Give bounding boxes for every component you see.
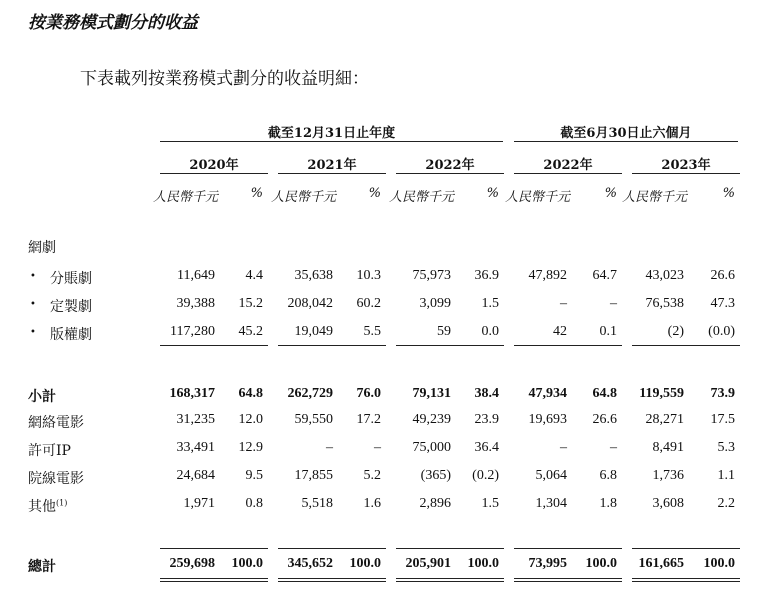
pct-cell: 60.2 <box>356 296 381 311</box>
pct-cell: 64.8 <box>238 386 263 401</box>
pct-cell: 0.1 <box>599 324 617 339</box>
amount-cell: 117,280 <box>170 324 215 339</box>
amount-cell: 43,023 <box>645 268 684 283</box>
amount-cell: 19,693 <box>528 412 567 427</box>
pct-cell: 64.7 <box>592 268 617 283</box>
pct-cell: 1.1 <box>717 468 735 483</box>
unit-rmb-label: 人民幣千元 <box>505 190 571 205</box>
pct-cell: 5.2 <box>363 468 381 483</box>
pct-cell: 23.9 <box>474 412 499 427</box>
amount-cell: 5,064 <box>535 468 567 483</box>
year-header: 2023年 <box>661 158 711 173</box>
row-label: 小計 <box>28 389 56 405</box>
row-label: 網絡電影 <box>28 415 84 431</box>
unit-rmb-label: 人民幣千元 <box>153 190 219 205</box>
total-double-line <box>160 578 268 582</box>
pct-cell: 0.0 <box>481 324 499 339</box>
amount-cell: 1,971 <box>183 496 215 511</box>
pct-cell: 76.0 <box>356 386 381 401</box>
amount-cell: 5,518 <box>301 496 333 511</box>
bullet-icon: • <box>30 327 36 338</box>
row-label: 分賬劇 <box>50 271 92 287</box>
footnote-marker: (1) <box>56 498 68 508</box>
unit-pct-label: % <box>486 186 499 201</box>
amount-cell: 259,698 <box>169 556 215 571</box>
unit-pct-label: % <box>604 186 617 201</box>
amount-cell: 47,934 <box>528 386 567 401</box>
row-label: 總計 <box>28 559 56 575</box>
total-top-line <box>514 548 622 549</box>
total-top-line <box>278 548 386 549</box>
amount-cell: 262,729 <box>287 386 333 401</box>
amount-cell: 59 <box>437 324 451 339</box>
pct-cell: 36.9 <box>474 268 499 283</box>
subtotal-line <box>160 345 268 346</box>
pct-cell: 26.6 <box>592 412 617 427</box>
pct-cell: 1.8 <box>599 496 617 511</box>
total-double-line <box>514 578 622 582</box>
pct-cell: 100.0 <box>231 556 263 571</box>
amount-cell: 208,042 <box>287 296 333 311</box>
amount-cell: 33,491 <box>176 440 215 455</box>
amount-cell: 76,538 <box>645 296 684 311</box>
amount-cell: (2) <box>667 324 684 339</box>
total-double-line <box>396 578 504 582</box>
subtotal-line <box>514 345 622 346</box>
pct-cell: 15.2 <box>238 296 263 311</box>
total-double-line <box>632 578 740 582</box>
amount-cell: 161,665 <box>638 556 684 571</box>
row-label: 許可IP <box>28 443 71 459</box>
pct-cell: 64.8 <box>592 386 617 401</box>
row-label: 其他$^{(1)}$ <box>28 498 68 515</box>
amount-cell: 49,239 <box>412 412 451 427</box>
amount-cell: 3,608 <box>652 496 684 511</box>
pct-cell: 5.5 <box>363 324 381 339</box>
pct-cell: 100.0 <box>703 556 735 571</box>
unit-pct-label: % <box>250 186 263 201</box>
group-header-interim: 截至6月30日止六個月 <box>560 126 692 141</box>
total-top-line <box>160 548 268 549</box>
pct-cell: 100.0 <box>585 556 617 571</box>
amount-cell: 119,559 <box>639 386 684 401</box>
pct-cell: – <box>610 296 617 311</box>
pct-cell: 2.2 <box>717 496 735 511</box>
amount-cell: 75,000 <box>412 440 451 455</box>
group-underline-interim <box>514 141 738 142</box>
amount-cell: 59,550 <box>294 412 333 427</box>
pct-cell: 17.5 <box>710 412 735 427</box>
total-top-line <box>632 548 740 549</box>
unit-rmb-label: 人民幣千元 <box>389 190 455 205</box>
amount-cell: 8,491 <box>652 440 684 455</box>
section-title: 按業務模式劃分的收益 <box>28 13 198 33</box>
amount-cell: 19,049 <box>294 324 333 339</box>
year-underline <box>396 173 504 174</box>
amount-cell: 28,271 <box>645 412 684 427</box>
total-double-line <box>278 578 386 582</box>
pct-cell: 100.0 <box>467 556 499 571</box>
year-header: 2020年 <box>189 158 239 173</box>
amount-cell: 2,896 <box>419 496 451 511</box>
subtotal-line <box>396 345 504 346</box>
pct-cell: 9.5 <box>245 468 263 483</box>
total-top-line <box>396 548 504 549</box>
row-label: 院線電影 <box>28 471 84 487</box>
subtotal-line <box>632 345 740 346</box>
amount-cell: 1,736 <box>652 468 684 483</box>
amount-cell: 35,638 <box>294 268 333 283</box>
year-header: 2022年 <box>425 158 475 173</box>
bullet-icon: • <box>30 271 36 282</box>
amount-cell: 168,317 <box>169 386 215 401</box>
pct-cell: 100.0 <box>349 556 381 571</box>
amount-cell: 39,388 <box>176 296 215 311</box>
year-underline <box>160 173 268 174</box>
row-label: 版權劇 <box>50 327 92 343</box>
amount-cell: 1,304 <box>535 496 567 511</box>
amount-cell: 205,901 <box>405 556 451 571</box>
pct-cell: 1.6 <box>363 496 381 511</box>
amount-cell: 47,892 <box>528 268 567 283</box>
amount-cell: 11,649 <box>177 268 215 283</box>
pct-cell: 10.3 <box>356 268 381 283</box>
pct-cell: 1.5 <box>481 296 499 311</box>
year-underline <box>514 173 622 174</box>
amount-cell: – <box>326 440 333 455</box>
unit-rmb-label: 人民幣千元 <box>271 190 337 205</box>
year-header: 2021年 <box>307 158 357 173</box>
amount-cell: 345,652 <box>287 556 333 571</box>
subtotal-line <box>278 345 386 346</box>
amount-cell: 31,235 <box>176 412 215 427</box>
pct-cell: 12.9 <box>238 440 263 455</box>
pct-cell: 5.3 <box>717 440 735 455</box>
section-label-wangju: 網劇 <box>28 240 56 256</box>
amount-cell: – <box>560 440 567 455</box>
unit-pct-label: % <box>722 186 735 201</box>
pct-cell: 38.4 <box>474 386 499 401</box>
group-underline-annual <box>160 141 503 142</box>
amount-cell: 17,855 <box>294 468 333 483</box>
pct-cell: 36.4 <box>474 440 499 455</box>
pct-cell: 47.3 <box>710 296 735 311</box>
pct-cell: 0.8 <box>245 496 263 511</box>
group-header-annual: 截至12月31日止年度 <box>267 126 396 141</box>
pct-cell: 1.5 <box>481 496 499 511</box>
amount-cell: 73,995 <box>528 556 567 571</box>
bullet-icon: • <box>30 299 36 310</box>
pct-cell: (0.2) <box>472 468 499 483</box>
pct-cell: – <box>374 440 381 455</box>
pct-cell: – <box>610 440 617 455</box>
intro-text: 下表載列按業務模式劃分的收益明細： <box>80 69 369 89</box>
pct-cell: 12.0 <box>238 412 263 427</box>
unit-pct-label: % <box>368 186 381 201</box>
pct-cell: (0.0) <box>708 324 735 339</box>
amount-cell: 42 <box>553 324 567 339</box>
unit-rmb-label: 人民幣千元 <box>622 190 688 205</box>
pct-cell: 17.2 <box>356 412 381 427</box>
pct-cell: 26.6 <box>710 268 735 283</box>
amount-cell: 79,131 <box>412 386 451 401</box>
year-header: 2022年 <box>543 158 593 173</box>
amount-cell: 75,973 <box>412 268 451 283</box>
pct-cell: 45.2 <box>238 324 263 339</box>
amount-cell: – <box>560 296 567 311</box>
year-underline <box>632 173 740 174</box>
row-label: 定製劇 <box>50 299 92 315</box>
amount-cell: (365) <box>420 468 451 483</box>
pct-cell: 73.9 <box>710 386 735 401</box>
pct-cell: 6.8 <box>599 468 617 483</box>
year-underline <box>278 173 386 174</box>
pct-cell: 4.4 <box>245 268 263 283</box>
amount-cell: 3,099 <box>419 296 451 311</box>
amount-cell: 24,684 <box>176 468 215 483</box>
